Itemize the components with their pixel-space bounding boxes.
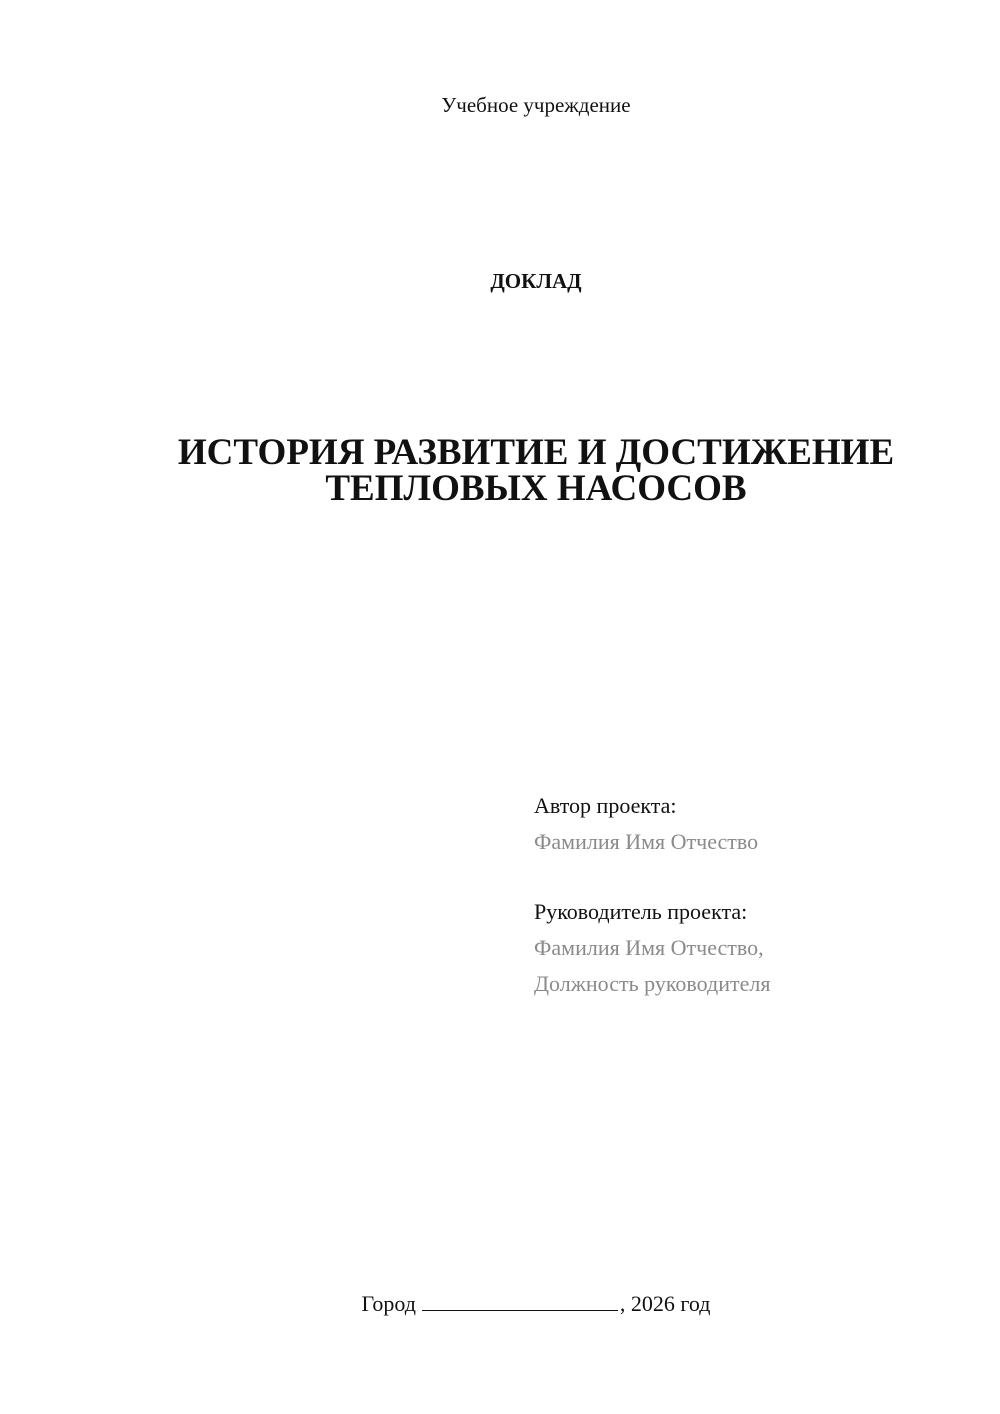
supervisor-position: Должность руководителя [534,971,771,996]
author-label: Автор проекта: [534,793,677,818]
city-blank-line [422,1292,618,1311]
title-line-1: ИСТОРИЯ РАЗВИТИЕ И ДОСТИЖЕНИЕ [177,432,895,473]
city-label: Город [361,1291,416,1316]
document-title [0,432,1000,509]
city-year-line [0,1288,1000,1320]
spacer [534,860,954,894]
supervisor-label: Руководитель проекта: [534,899,748,924]
document-type: ДОКЛАД [490,269,582,293]
author-name: Фамилия Имя Отчество [534,829,759,854]
title-line-2: ТЕПЛОВЫХ НАСОСОВ [325,468,747,509]
supervisor-name: Фамилия Имя Отчество, [534,935,764,960]
project-info [534,788,954,1002]
institution-name: Учебное учреждение [441,93,631,117]
year-text: , 2026 год [619,1291,711,1316]
